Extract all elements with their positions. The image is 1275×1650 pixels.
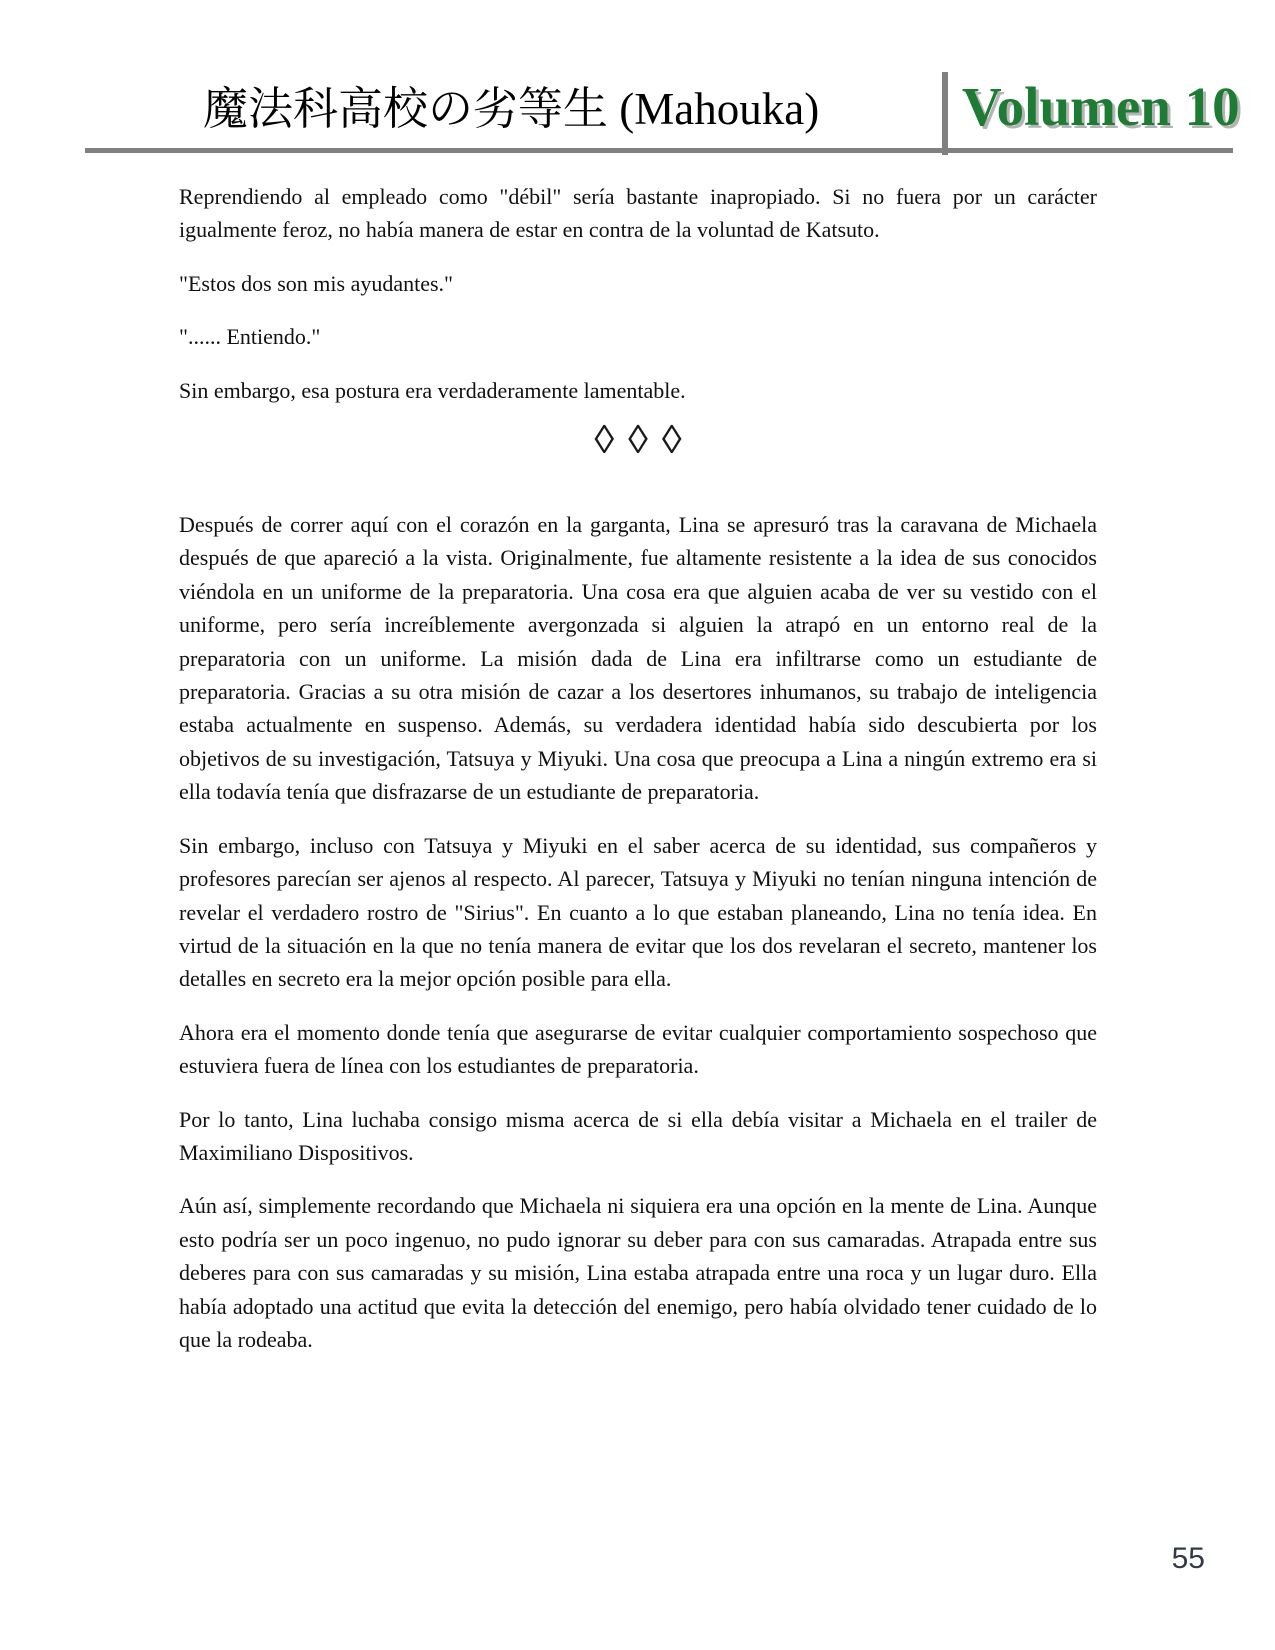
paragraph: Ahora era el momento donde tenía que asegurarse de evitar cualquier comportamiento sospechoso que estuviera fuera de línea con los estudiantes de preparatoria. xyxy=(179,1019,1097,1079)
page-number: 55 xyxy=(1171,1542,1205,1575)
volume-label: Volumen 10 xyxy=(962,76,1240,137)
paragraph: Reprendiendo al empleado como "débil" sería bastante inapropiado. Si no fuera por un carácter igualmente feroz, no había manera de estar en contra de la voluntad de Katsuto. xyxy=(179,184,1097,243)
header-rule xyxy=(85,148,1233,153)
paragraph: Después de correr aquí con el corazón en la garganta, Lina se apresuró tras la caravana de Michaela después de que apareció a la vista. Originalmente, fue altamente resistente a la idea de sus conocidos viéndola en un uniforme de la preparatoria. Una cosa era que alguien acaba de ver su vestido con el uniforme, pero sería increíblemente avergonzada si alguien la atrapó en un entorno real de la preparatoria con un uniforme. La misión dada de Lina era infiltrarse como un estudiante de preparatoria. Gracias a su otra misión de cazar a los desertores inhumanos, su trabajo de inteligencia estaba actualmente en suspenso. Además, su verdadera identidad había sido descubierta por los objetivos de su investigación, Tatsuya y Miyuki. Una cosa que preocupa a Lina a ningún extremo era si ella todavía tenía que disfrazarse de un estudiante de preparatoria. xyxy=(179,512,1097,805)
paragraph: Por lo tanto, Lina luchaba consigo misma acerca de si ella debía visitar a Michaela en el trailer de Maximiliano Dispositivos. xyxy=(179,1106,1097,1165)
body-text xyxy=(179,180,1097,1376)
scene-separator: ◊ ◊ ◊ xyxy=(594,417,682,463)
paragraph: "...... Entiendo." xyxy=(179,324,321,350)
paragraph: "Estos dos son mis ayudantes." xyxy=(179,270,454,296)
paragraph: Aún así, simplemente recordando que Michaela ni siquiera era una opción en la mente de Lina. Aunque esto podría ser un poco ingenuo, no pudo ignorar su deber para con sus camaradas. Atrapada entre sus deberes para con sus camaradas y su misión, Lina estaba atrapada entre una roca y un lugar duro. Ella había adoptado una actitud que evita la detección del enemigo, pero había olvidado tener cuidado de lo que la rodeaba. xyxy=(179,1193,1097,1352)
paragraph: Sin embargo, incluso con Tatsuya y Miyuki en el saber acerca de su identidad, sus compañeros y profesores parecían ser ajenos al respecto. Al parecer, Tatsuya y Miyuki no tenían ninguna intención de revelar el verdadero rostro de "Sirius". En cuanto a lo que estaban planeando, Lina no tenía idea. En virtud de la situación en la que no tenía manera de evitar que los dos revelaran el secreto, mantener los detalles en secreto era la mejor opción posible para ella. xyxy=(179,832,1097,992)
paragraph: Sin embargo, esa postura era verdaderamente lamentable. xyxy=(179,377,686,403)
page-title: 魔法科高校の劣等生 (Mahouka) xyxy=(203,84,820,134)
header-divider-bar xyxy=(942,72,948,155)
